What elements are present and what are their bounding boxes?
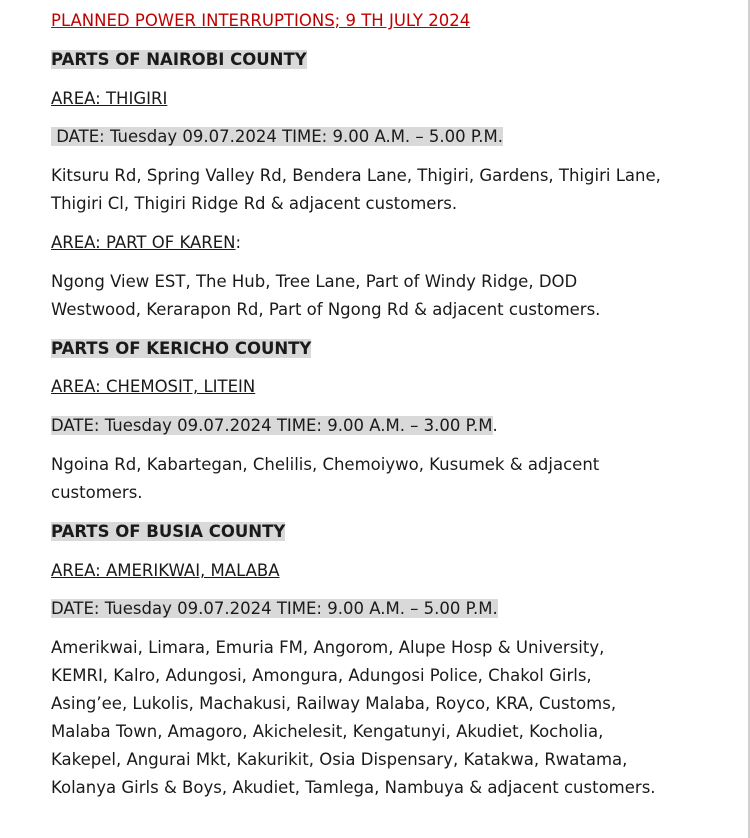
affected-places-thigiri: Kitsuru Rd, Spring Valley Rd, Bendera Lane, Thigiri, Gardens, Thigiri Lane, Thigiri Cl, Thigiri Ridge Rd & adjacent customers. (51, 166, 661, 213)
document-title: PLANNED POWER INTERRUPTIONS; 9 TH JULY 2024 (51, 11, 471, 30)
area-heading-chemosit: AREA: CHEMOSIT, LITEIN (51, 377, 256, 396)
affected-places-amerikwai: Amerikwai, Limara, Emuria FM, Angorom, Alupe Hosp & University, KEMRI, Kalro, Adungosi, Amongura, Adungosi Police, Chakol Girls, Asing’ee, Lukolis, Machakusi, Railway Malaba, Royco, KRA, Customs, Malaba Town, Amagoro, Akichelesit, Kengatunyi, Akudiet, Kocholia, Kakepel, Angurai Mkt, Kakurikit, Osia Dispensary, Katakwa, Rwatama, Kolanya Girls & Boys, Akudiet, Tamlega, Nambuya & adjacent customers. (51, 638, 656, 797)
county-heading-nairobi: PARTS OF NAIROBI COUNTY (51, 50, 307, 69)
county-heading-kericho: PARTS OF KERICHO COUNTY (51, 339, 312, 358)
date-time-thigiri: DATE: Tuesday 09.07.2024 TIME: 9.00 A.M. – 5.00 P.M. (51, 127, 504, 146)
affected-places-karen: Ngong View EST, The Hub, Tree Lane, Part of Windy Ridge, DOD Westwood, Kerarapon Rd, Part of Ngong Rd & adjacent customers. (51, 272, 601, 319)
date-time-amerikwai: DATE: Tuesday 09.07.2024 TIME: 9.00 A.M. – 5.00 P.M. (51, 599, 498, 618)
area-heading-karen: AREA: PART OF KAREN: (51, 233, 242, 252)
date-time-chemosit: DATE: Tuesday 09.07.2024 TIME: 9.00 A.M. – 3.00 P.M. (51, 416, 498, 435)
area-heading-thigiri: AREA: THIGIRI (51, 89, 168, 108)
area-heading-amerikwai: AREA: AMERIKWAI, MALABA (51, 561, 280, 580)
affected-places-chemosit: Ngoina Rd, Kabartegan, Chelilis, Chemoiywo, Kusumek & adjacent customers. (51, 455, 600, 502)
county-heading-busia: PARTS OF BUSIA COUNTY (51, 522, 286, 541)
